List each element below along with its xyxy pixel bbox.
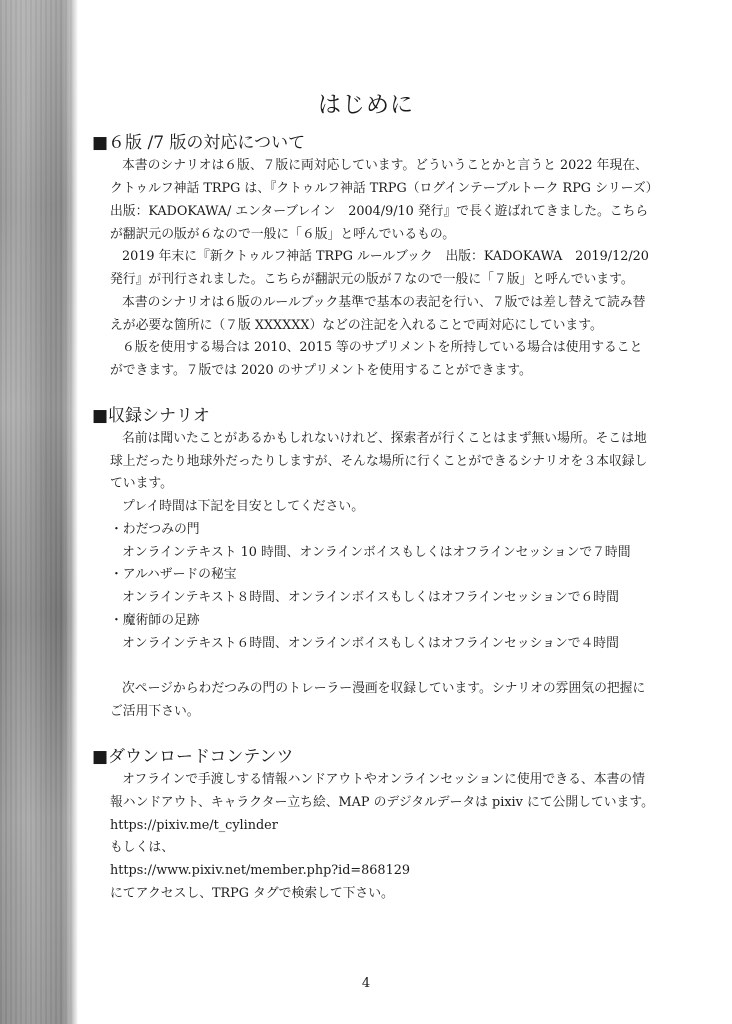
pixiv-member-link[interactable]: https://www.pixiv.net/member.php?id=868129 (110, 863, 411, 878)
paragraph-line: ができます。７版では 2020 のサプリメントを使用することができます。 (110, 363, 532, 378)
paragraph-line: クトゥルフ神話 TRPG は、『クトゥルフ神話 TRPG（ログインテーブルトーク RPG シリーズ） (110, 181, 659, 196)
paragraph-line: 球上だったり地球外だったりしますが、そんな場所に行くことができるシナリオを３本収録し (110, 454, 648, 469)
paragraph-line: えが必要な箇所に（７版 XXXXXX）などの注記を入れることで両対応にしています。 (110, 318, 603, 333)
section-heading-scenarios: ■収録シナリオ (92, 406, 210, 426)
paragraph-line: 本書のシナリオは６版のルールブック基準で基本の表記を行い、７版では差し替えて読み替 (122, 295, 646, 310)
paragraph-line: オフラインで手渡しする情報ハンドアウトやオンラインセッションに使用できる、本書の情 (122, 772, 645, 787)
scenario-item: ・アルハザードの秘宝 (110, 567, 237, 582)
scenario-item: ・魔術師の足跡 (110, 613, 200, 628)
section-heading-versions: ■６版 /7 版の対応について (92, 133, 306, 153)
scenario-time: オンラインテキスト８時間、オンラインボイスもしくはオフラインセッションで６時間 (122, 590, 619, 605)
paragraph-line: プレイ時間は下記を目安としてください。 (122, 499, 364, 514)
scenario-item: ・わだつみの門 (110, 522, 200, 537)
paragraph-line: 出版：KADOKAWA/ エンターブレイン 2004/9/10 発行』で長く遊ばれてきました。こちら (110, 204, 649, 219)
scenario-time: オンラインテキスト６時間、オンラインボイスもしくはオフラインセッションで４時間 (122, 636, 619, 651)
paragraph-line: 報ハンドアウト、キャラクター立ち絵、MAP のデジタルデータは pixiv にて公開しています。 (110, 795, 654, 810)
pixiv-short-link[interactable]: https://pixiv.me/t_cylinder (110, 818, 278, 833)
paragraph-line: 名前は聞いたことがあるかもしれないけれど、探索者が行くことはまず無い場所。そこは地 (122, 431, 647, 446)
paragraph-line: ６版を使用する場合は 2010、2015 等のサプリメントを所持している場合は使用すること (122, 340, 643, 355)
paragraph-line: にてアクセスし、TRPG タグで検索して下さい。 (110, 886, 394, 901)
paragraph-line: 2019 年末に『新クトゥルフ神話 TRPG ルールブック 出版：KADOKAWA 2019/12/20 (122, 249, 649, 264)
paragraph-line: ています。 (110, 476, 173, 491)
paragraph-line: ご活用下さい。 (110, 704, 200, 719)
paragraph-line: もしくは、 (110, 840, 174, 855)
section-heading-downloads: ■ダウンロードコンテンツ (92, 747, 294, 767)
page-title: はじめに (318, 92, 414, 118)
paragraph-line: 発行』が刊行されました。こちらが翻訳元の版が７なので一般に「７版」と呼んでいます。 (110, 272, 634, 287)
scenario-time: オンラインテキスト 10 時間、オンラインボイスもしくはオフラインセッションで７時間 (122, 545, 631, 560)
torn-paper-margin (0, 0, 78, 1024)
paragraph-line: 本書のシナリオは６版、７版に両対応しています。どういうことかと言うと 2022 年現在、 (122, 158, 648, 173)
paragraph-line: 次ページからわだつみの門のトレーラー漫画を収録しています。シナリオの雰囲気の把握に (122, 681, 646, 696)
page-number: 4 (361, 976, 371, 991)
paragraph-line: が翻訳元の版が６なので一般に「６版」と呼んでいるもの。 (110, 227, 456, 242)
